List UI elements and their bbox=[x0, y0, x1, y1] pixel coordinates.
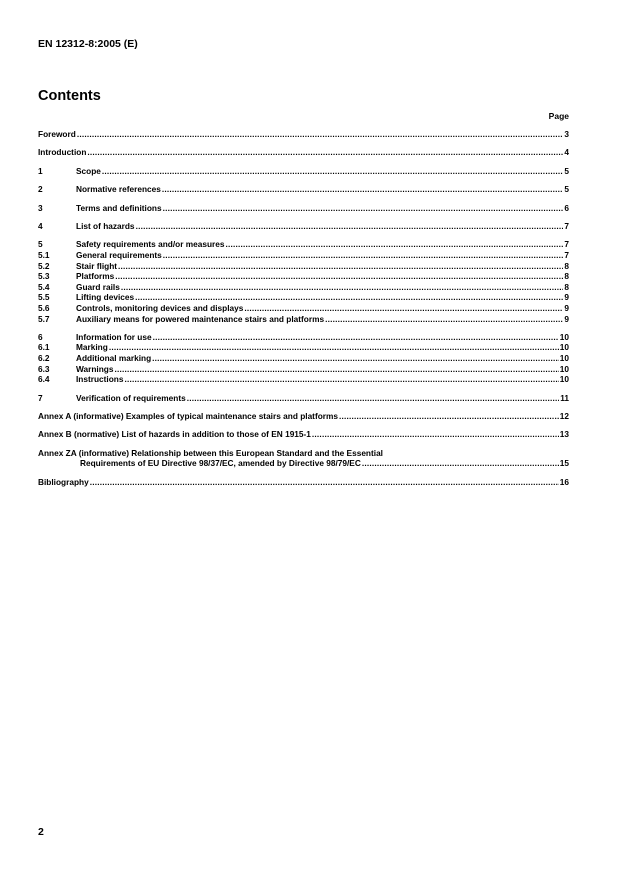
toc-entry-5-7[interactable] bbox=[38, 314, 569, 325]
toc-leader-dots bbox=[244, 303, 563, 314]
toc-entry-page: 9 bbox=[564, 302, 569, 313]
contents-title: Contents bbox=[38, 88, 101, 104]
toc-entry-number: 2 bbox=[38, 184, 43, 195]
toc-entry-title: List of hazards bbox=[76, 220, 135, 231]
toc-leader-dots bbox=[325, 314, 563, 325]
toc-entry-page: 6 bbox=[564, 202, 569, 213]
toc-leader-dots bbox=[77, 129, 564, 140]
toc-entry-6-3[interactable] bbox=[38, 364, 569, 375]
toc-leader-dots bbox=[362, 458, 559, 469]
toc-entry-page: 10 bbox=[559, 353, 569, 364]
toc-entry-page: 4 bbox=[564, 147, 569, 158]
toc-leader-dots bbox=[121, 282, 564, 293]
toc-entry-5-4[interactable] bbox=[38, 282, 569, 293]
toc-entry-page: 12 bbox=[559, 411, 569, 422]
toc-leader-dots bbox=[87, 147, 563, 158]
toc-entry-page: 7 bbox=[564, 239, 569, 250]
toc-entry-title: General requirements bbox=[76, 249, 162, 260]
page-column-label: Page bbox=[548, 111, 569, 121]
toc-entry-title-continued: Requirements of EU Directive 98/37/EC, amended by Directive 98/79/EC bbox=[80, 458, 361, 469]
toc-entry-title: Stair flight bbox=[76, 260, 118, 271]
toc-entry-title: Guard rails bbox=[76, 281, 120, 292]
toc-entry-5-6[interactable] bbox=[38, 303, 569, 314]
toc-entry-page: 11 bbox=[560, 392, 569, 403]
toc-entry-page: 9 bbox=[564, 292, 569, 303]
document-header: EN 12312-8:2005 (E) bbox=[38, 38, 138, 50]
toc-entry-page: 9 bbox=[564, 313, 569, 324]
toc-entry-number: 5.4 bbox=[38, 281, 50, 292]
toc-entry-page: 8 bbox=[564, 260, 569, 271]
toc-entry-number: 5.1 bbox=[38, 249, 50, 260]
toc-leader-dots bbox=[102, 166, 563, 177]
toc-entry-title: Warnings bbox=[76, 363, 114, 374]
toc-leader-dots bbox=[115, 271, 563, 282]
toc-leader-dots bbox=[152, 353, 559, 364]
toc-entry-page: 13 bbox=[559, 429, 569, 440]
toc-entry-title: Information for use bbox=[76, 331, 152, 342]
toc-entry-page: 10 bbox=[559, 331, 569, 342]
toc-leader-dots bbox=[136, 221, 564, 232]
toc-entry-5-1[interactable] bbox=[38, 250, 569, 261]
toc-entry-page: 8 bbox=[564, 281, 569, 292]
toc-entry-title: Instructions bbox=[76, 374, 124, 385]
toc-leader-dots bbox=[339, 411, 559, 422]
toc-entry-bibliography[interactable] bbox=[38, 477, 569, 488]
toc-entry-number: 7 bbox=[38, 392, 43, 403]
toc-entry-introduction[interactable] bbox=[38, 147, 569, 158]
toc-entry-page: 10 bbox=[559, 363, 569, 374]
toc-entry-annex-za-continued[interactable] bbox=[38, 458, 569, 469]
toc-leader-dots bbox=[90, 477, 559, 488]
toc-entry-title: Terms and definitions bbox=[76, 202, 162, 213]
toc-entry-annex-za[interactable] bbox=[38, 448, 569, 459]
toc-leader-dots bbox=[109, 342, 559, 353]
toc-entry-number: 5 bbox=[38, 239, 43, 250]
toc-entry-title: Safety requirements and/or measures bbox=[76, 239, 225, 250]
toc-entry-number: 5.3 bbox=[38, 271, 50, 282]
toc-entry-title: Annex B (normative) List of hazards in addition to those of EN 1915-1 bbox=[38, 429, 311, 440]
toc-entry-page: 10 bbox=[559, 342, 569, 353]
toc-entry-5-3[interactable] bbox=[38, 271, 569, 282]
toc-entry-page: 3 bbox=[564, 129, 569, 139]
toc-entry-title: Normative references bbox=[76, 184, 161, 195]
toc-entry-3[interactable] bbox=[38, 203, 569, 214]
toc-entry-number: 6.2 bbox=[38, 353, 50, 364]
toc-entry-title: Bibliography bbox=[38, 476, 89, 487]
toc-entry-6[interactable] bbox=[38, 332, 569, 343]
toc-leader-dots bbox=[135, 292, 563, 303]
toc-entry-number: 6 bbox=[38, 331, 43, 342]
toc-entry-title: Controls, monitoring devices and displays bbox=[76, 302, 244, 313]
toc-entry-6-2[interactable] bbox=[38, 353, 569, 364]
toc-leader-dots bbox=[124, 374, 558, 385]
toc-entry-title: Annex ZA (informative) Relationship between this European Standard and the Essential bbox=[38, 447, 383, 458]
toc-leader-dots bbox=[118, 261, 563, 272]
toc-entry-foreword[interactable] bbox=[38, 129, 569, 140]
toc-leader-dots bbox=[153, 332, 559, 343]
toc-entry-number: 5.5 bbox=[38, 292, 50, 303]
toc-entry-page: 5 bbox=[564, 184, 569, 195]
toc-leader-dots bbox=[163, 203, 564, 214]
toc-entry-page: 10 bbox=[559, 374, 569, 385]
toc-entry-number: 5.7 bbox=[38, 313, 50, 324]
toc-entry-5-2[interactable] bbox=[38, 261, 569, 272]
toc-leader-dots bbox=[312, 429, 559, 440]
toc-entry-title: Additional marking bbox=[76, 353, 152, 364]
toc-leader-dots bbox=[162, 184, 564, 195]
toc-entry-title: Marking bbox=[76, 342, 108, 353]
toc-entry-number: 4 bbox=[38, 220, 43, 231]
toc-entry-title: Verification of requirements bbox=[76, 392, 186, 403]
toc-entry-2[interactable] bbox=[38, 184, 569, 195]
toc-entry-annex-b[interactable] bbox=[38, 429, 569, 440]
toc-entry-number: 5.2 bbox=[38, 260, 50, 271]
toc-entry-title: Introduction bbox=[38, 147, 87, 158]
toc-leader-dots bbox=[163, 250, 564, 261]
toc-entry-page: 5 bbox=[564, 165, 569, 176]
toc-entry-page: 7 bbox=[564, 220, 569, 231]
table-of-contents bbox=[38, 129, 569, 487]
toc-entry-number: 1 bbox=[38, 165, 43, 176]
toc-leader-dots bbox=[187, 393, 559, 404]
toc-leader-dots bbox=[115, 364, 559, 375]
toc-entry-title: Scope bbox=[76, 165, 101, 176]
toc-entry-5-5[interactable] bbox=[38, 292, 569, 303]
toc-entry-number: 5.6 bbox=[38, 302, 50, 313]
toc-entry-4[interactable] bbox=[38, 221, 569, 232]
toc-entry-5[interactable] bbox=[38, 239, 569, 250]
toc-entry-page: 7 bbox=[564, 249, 569, 260]
toc-entry-title: Foreword bbox=[38, 129, 76, 139]
toc-entry-number: 6.1 bbox=[38, 342, 50, 353]
toc-entry-page: 8 bbox=[564, 271, 569, 282]
toc-entry-number: 6.4 bbox=[38, 374, 50, 385]
toc-entry-title: Lifting devices bbox=[76, 292, 135, 303]
toc-entry-title: Auxiliary means for powered maintenance stairs and platforms bbox=[76, 313, 325, 324]
toc-entry-number: 6.3 bbox=[38, 363, 50, 374]
toc-leader-dots bbox=[225, 239, 563, 250]
toc-entry-title: Annex A (informative) Examples of typical maintenance stairs and platforms bbox=[38, 411, 338, 422]
toc-entry-1[interactable] bbox=[38, 166, 569, 177]
toc-entry-7[interactable] bbox=[38, 393, 569, 404]
toc-entry-page: 15 bbox=[559, 458, 569, 469]
toc-entry-annex-a[interactable] bbox=[38, 411, 569, 422]
toc-entry-6-4[interactable] bbox=[38, 374, 569, 385]
toc-entry-number: 3 bbox=[38, 202, 43, 213]
toc-entry-page: 16 bbox=[559, 476, 569, 487]
toc-entry-title: Platforms bbox=[76, 271, 115, 282]
toc-entry-6-1[interactable] bbox=[38, 342, 569, 353]
page-number: 2 bbox=[38, 826, 44, 838]
